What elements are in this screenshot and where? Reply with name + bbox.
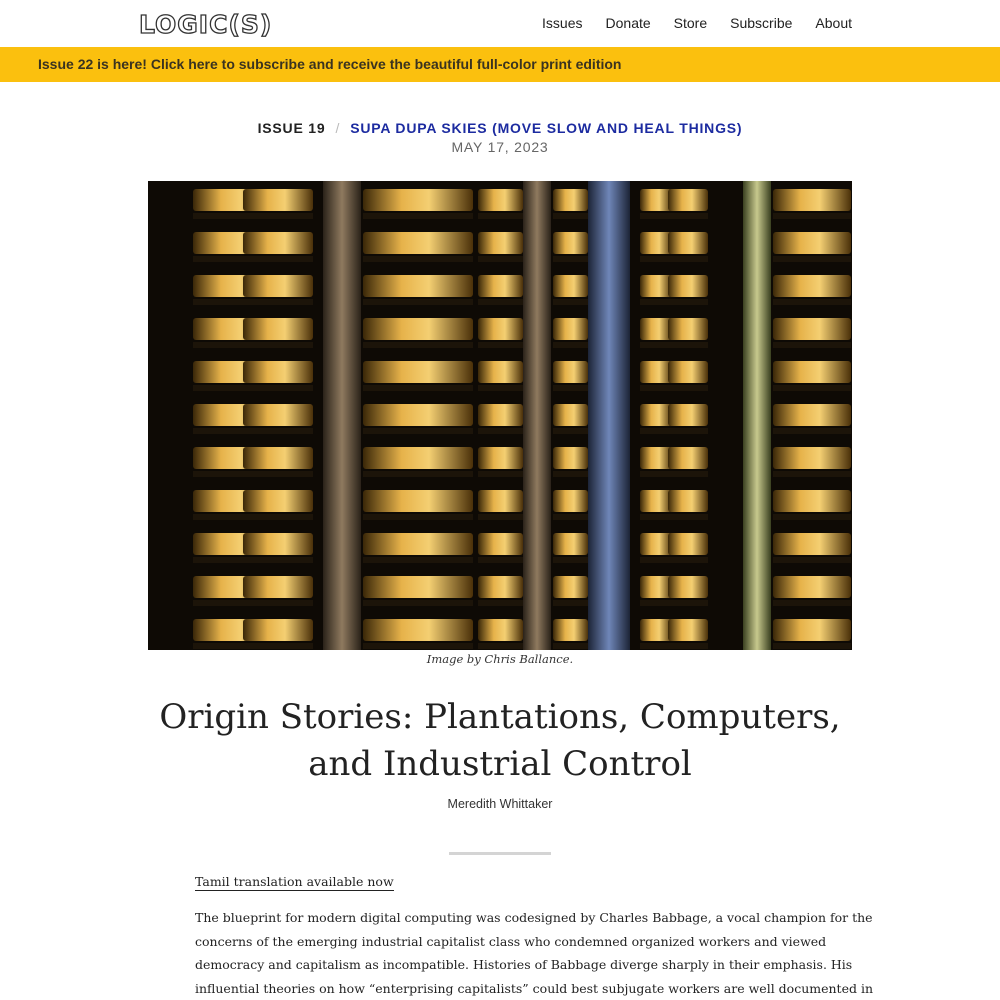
wheel-gap <box>668 299 708 305</box>
number-wheel <box>668 232 708 254</box>
body-line: democracy and capitalism as incompatible. Histories of Babbage diverge sharply in their emphasis. His <box>195 957 853 972</box>
number-wheel <box>363 318 473 340</box>
wheel-gap <box>243 256 313 262</box>
nav-item-issues[interactable]: Issues <box>542 15 583 31</box>
wheel-gap <box>553 385 588 391</box>
number-wheel <box>478 275 523 297</box>
wheel-gap <box>640 643 672 649</box>
wheel-gap <box>553 256 588 262</box>
wheel-gap <box>478 471 523 477</box>
number-wheel <box>553 404 588 426</box>
number-wheel <box>553 576 588 598</box>
number-wheel <box>553 490 588 512</box>
wheel-gap <box>478 428 523 434</box>
wheel-gap <box>640 385 672 391</box>
wheel-gap <box>363 385 473 391</box>
wheel-gap <box>553 428 588 434</box>
wheel-gap <box>668 600 708 606</box>
number-wheel <box>478 361 523 383</box>
nav-item-donate[interactable]: Donate <box>605 15 651 31</box>
number-wheel <box>363 275 473 297</box>
wheel-gap <box>243 643 313 649</box>
number-wheel <box>478 189 523 211</box>
wheel-gap <box>478 299 523 305</box>
number-wheel <box>243 533 313 555</box>
number-wheel <box>668 619 708 641</box>
wheel-gap <box>243 299 313 305</box>
hero-image <box>148 181 852 650</box>
number-wheel <box>553 619 588 641</box>
wheel-gap <box>553 557 588 563</box>
wheel-gap <box>773 514 851 520</box>
number-wheel <box>553 189 588 211</box>
number-wheel <box>243 361 313 383</box>
number-wheel <box>773 447 851 469</box>
wheel-gap <box>640 299 672 305</box>
number-wheel <box>243 275 313 297</box>
number-wheel <box>363 490 473 512</box>
site-header <box>0 0 1000 47</box>
number-wheel <box>640 275 672 297</box>
number-wheel <box>553 232 588 254</box>
wheel-gap <box>363 600 473 606</box>
wheel-gap <box>668 643 708 649</box>
image-caption: Image by Chris Ballance. <box>426 652 574 666</box>
number-wheel <box>773 619 851 641</box>
main-nav <box>542 15 852 31</box>
wheel-gap <box>773 385 851 391</box>
number-wheel <box>773 275 851 297</box>
title-line: Origin Stories: Plantations, Computers, <box>159 697 841 737</box>
number-wheel <box>668 576 708 598</box>
nav-item-about[interactable]: About <box>815 15 852 31</box>
number-wheel <box>478 318 523 340</box>
number-wheel <box>243 576 313 598</box>
wheel-gap <box>553 471 588 477</box>
issue-number[interactable]: ISSUE 19 <box>257 120 326 136</box>
wheel-gap <box>640 514 672 520</box>
number-wheel <box>773 404 851 426</box>
wheel-gap <box>640 256 672 262</box>
body-line: concerns of the emerging industrial capitalist class who condemned organized workers and viewed <box>195 933 827 949</box>
wheel-gap <box>363 514 473 520</box>
subscribe-banner-link[interactable]: Issue 22 is here! Click here to subscribe and receive the beautiful full-color print edition <box>38 56 622 72</box>
number-wheel <box>243 189 313 211</box>
wheel-gap <box>553 514 588 520</box>
wheel-gap <box>478 557 523 563</box>
number-wheel <box>773 576 851 598</box>
number-wheel <box>773 490 851 512</box>
nav-item-subscribe[interactable]: Subscribe <box>730 15 793 31</box>
wheel-gap <box>773 600 851 606</box>
article-title <box>150 694 850 788</box>
site-logo[interactable]: LOGIC(S) <box>139 10 273 39</box>
wheel-gap <box>668 514 708 520</box>
number-wheel <box>478 490 523 512</box>
article-meta <box>0 120 1000 155</box>
wheel-gap <box>243 600 313 606</box>
number-wheel <box>773 533 851 555</box>
wheel-gap <box>640 471 672 477</box>
wheel-gap <box>478 514 523 520</box>
wheel-gap <box>243 514 313 520</box>
number-wheel <box>478 619 523 641</box>
number-wheel <box>243 447 313 469</box>
number-wheel <box>553 533 588 555</box>
issue-line <box>0 120 1000 136</box>
number-wheel <box>773 361 851 383</box>
wheel-gap <box>553 213 588 219</box>
number-wheel <box>640 490 672 512</box>
wheel-gap <box>640 213 672 219</box>
number-wheel <box>668 490 708 512</box>
wheel-gap <box>668 342 708 348</box>
wheel-gap <box>773 471 851 477</box>
nav-item-store[interactable]: Store <box>673 15 708 31</box>
number-wheel <box>773 189 851 211</box>
number-wheel <box>553 447 588 469</box>
number-wheel <box>773 232 851 254</box>
number-wheel <box>478 447 523 469</box>
wheel-gap <box>363 256 473 262</box>
article-body <box>195 906 873 1000</box>
wheel-gap <box>478 342 523 348</box>
title-line: and Industrial Control <box>308 744 692 784</box>
wheel-gap <box>668 256 708 262</box>
translation-link[interactable]: Tamil translation available now <box>195 874 394 889</box>
number-wheel <box>243 404 313 426</box>
wheel-gap <box>773 428 851 434</box>
wheel-gap <box>243 213 313 219</box>
wheel-gap <box>553 342 588 348</box>
wheel-gap <box>668 428 708 434</box>
wheel-gap <box>363 557 473 563</box>
number-wheel <box>668 404 708 426</box>
number-wheel <box>640 189 672 211</box>
wheel-gap <box>773 342 851 348</box>
wheel-gap <box>668 557 708 563</box>
number-wheel <box>668 318 708 340</box>
number-wheel <box>243 619 313 641</box>
number-wheel <box>478 576 523 598</box>
number-wheel <box>363 404 473 426</box>
wheel-gap <box>773 299 851 305</box>
number-wheel <box>640 318 672 340</box>
wheel-gap <box>478 643 523 649</box>
number-wheel <box>478 404 523 426</box>
wheel-gap <box>773 643 851 649</box>
wheel-gap <box>773 557 851 563</box>
number-wheel <box>553 318 588 340</box>
number-wheel <box>640 404 672 426</box>
publish-date: MAY 17, 2023 <box>451 139 549 155</box>
wheel-gap <box>773 213 851 219</box>
difference-engine-photo <box>148 181 852 650</box>
number-wheel <box>640 619 672 641</box>
number-wheel <box>640 447 672 469</box>
number-wheel <box>243 232 313 254</box>
number-wheel <box>363 576 473 598</box>
wheel-gap <box>640 428 672 434</box>
number-wheel <box>668 447 708 469</box>
number-wheel <box>363 361 473 383</box>
number-wheel <box>243 490 313 512</box>
number-wheel <box>363 619 473 641</box>
number-wheel <box>363 189 473 211</box>
wheel-gap <box>640 600 672 606</box>
number-wheel <box>640 361 672 383</box>
number-wheel <box>668 533 708 555</box>
number-wheel <box>363 232 473 254</box>
number-wheel <box>478 232 523 254</box>
number-wheel <box>553 275 588 297</box>
wheel-gap <box>363 643 473 649</box>
wheel-gap <box>363 471 473 477</box>
wheel-gap <box>478 385 523 391</box>
wheel-gap <box>478 600 523 606</box>
wheel-gap <box>243 471 313 477</box>
wheel-gap <box>773 256 851 262</box>
body-line: influential theories on how “enterprising capitalists” could best subjugate workers are well documented in <box>195 980 873 996</box>
issue-theme-link[interactable]: SUPA DUPA SKIES (MOVE SLOW AND HEAL THINGS) <box>350 120 743 136</box>
wheel-gap <box>478 256 523 262</box>
number-wheel <box>553 361 588 383</box>
wheel-gap <box>243 428 313 434</box>
number-wheel <box>668 361 708 383</box>
wheel-gap <box>668 385 708 391</box>
wheel-gap <box>363 213 473 219</box>
number-wheel <box>640 533 672 555</box>
wheel-gap <box>553 299 588 305</box>
number-wheel <box>363 533 473 555</box>
number-wheel <box>668 275 708 297</box>
announcement-banner <box>0 47 1000 82</box>
number-wheel <box>243 318 313 340</box>
wheel-gap <box>668 471 708 477</box>
meta-separator: / <box>335 120 341 136</box>
wheel-gap <box>363 342 473 348</box>
number-wheel <box>363 447 473 469</box>
wheel-gap <box>243 557 313 563</box>
wheel-gap <box>243 385 313 391</box>
wheel-gap <box>640 342 672 348</box>
wheel-gap <box>553 643 588 649</box>
number-wheel <box>668 189 708 211</box>
wheel-gap <box>363 428 473 434</box>
wheel-gap <box>640 557 672 563</box>
wheel-gap <box>668 213 708 219</box>
number-wheel <box>640 576 672 598</box>
wheel-gap <box>243 342 313 348</box>
number-wheel <box>640 232 672 254</box>
wheel-gap <box>478 213 523 219</box>
number-wheel <box>773 318 851 340</box>
article-author[interactable]: Meredith Whittaker <box>447 797 553 811</box>
wheel-gap <box>553 600 588 606</box>
number-wheel <box>478 533 523 555</box>
wheel-gap <box>363 299 473 305</box>
body-line: The blueprint for modern digital computing was codesigned by Charles Babbage, a vocal champion for the <box>195 910 873 925</box>
section-divider <box>449 852 551 855</box>
